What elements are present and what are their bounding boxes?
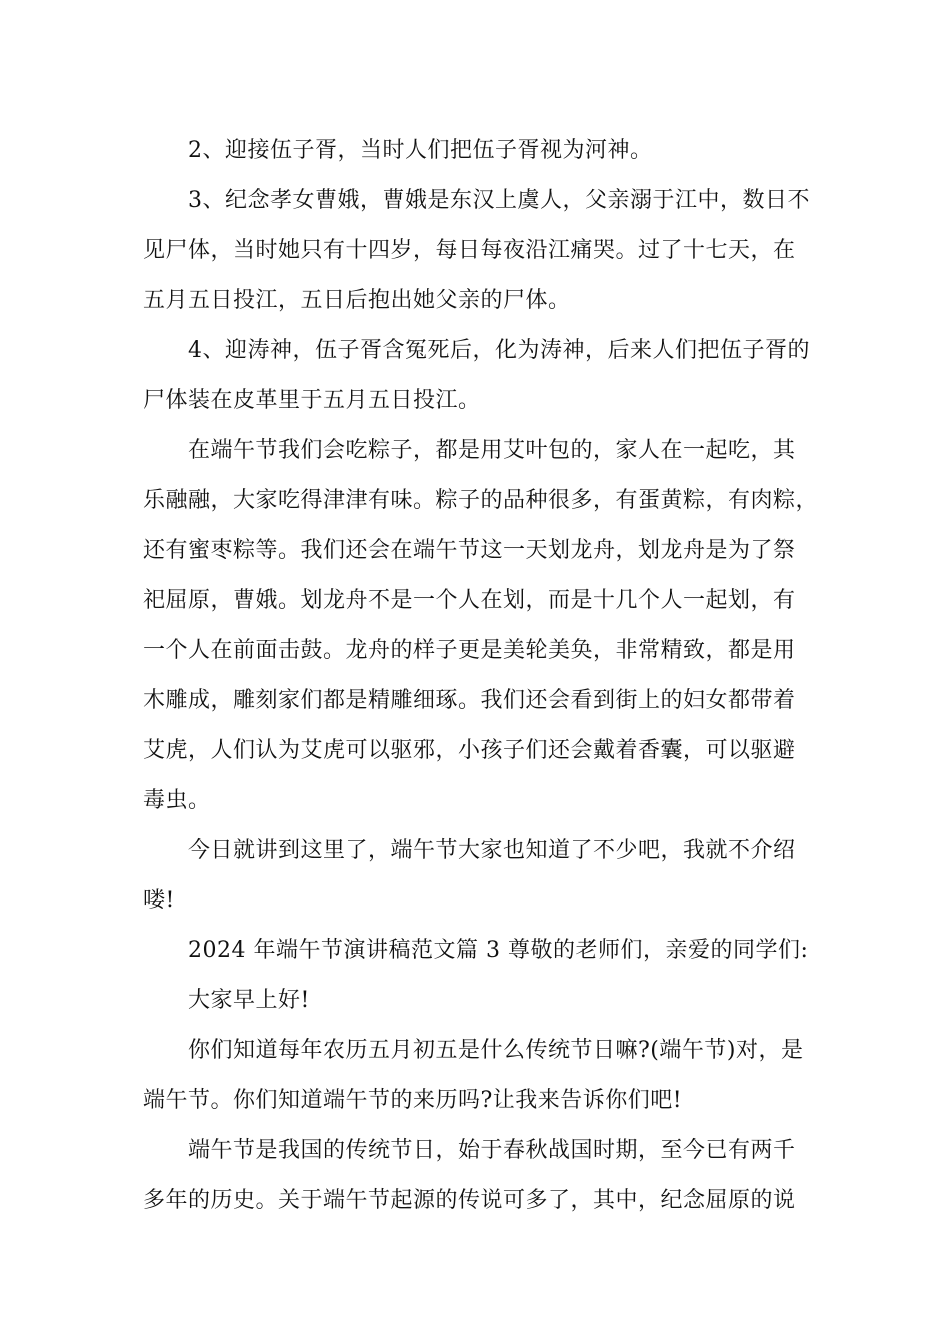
text-line: 2024 年端午节演讲稿范文篇 3 尊敬的老师们，亲爱的同学们: — [188, 938, 809, 963]
text-line: 端午节是我国的传统节日，始于春秋战国时期，至今已有两千 — [188, 1138, 796, 1163]
text-line: 祀屈原，曹娥。划龙舟不是一个人在划，而是十几个人一起划，有 — [143, 588, 796, 613]
text-line: 大家早上好! — [188, 988, 310, 1013]
text-line: 见尸体，当时她只有十四岁，每日每夜沿江痛哭。过了十七天，在 — [143, 238, 796, 263]
text-line: 在端午节我们会吃粽子，都是用艾叶包的，家人在一起吃，其 — [188, 438, 796, 463]
text-line: 毒虫。 — [143, 788, 211, 813]
text-line: 2、迎接伍子胥，当时人们把伍子胥视为河神。 — [188, 138, 653, 163]
text-line: 尸体装在皮革里于五月五日投江。 — [143, 388, 481, 413]
text-line: 喽! — [143, 888, 175, 913]
text-line: 多年的历史。关于端午节起源的传说可多了，其中，纪念屈原的说 — [143, 1188, 796, 1213]
text-line: 乐融融，大家吃得津津有味。粽子的品种很多，有蛋黄粽，有肉粽， — [143, 488, 819, 513]
text-line: 木雕成，雕刻家们都是精雕细琢。我们还会看到街上的妇女都带着 — [143, 688, 796, 713]
text-line: 3、纪念孝女曹娥，曹娥是东汉上虞人，父亲溺于江中，数日不 — [188, 188, 810, 213]
text-line: 一个人在前面击鼓。龙舟的样子更是美轮美奂，非常精致，都是用 — [143, 638, 796, 663]
text-line: 4、迎涛神，伍子胥含冤死后，化为涛神，后来人们把伍子胥的 — [188, 338, 810, 363]
text-line: 艾虎，人们认为艾虎可以驱邪，小孩子们还会戴着香囊，可以驱避 — [143, 738, 796, 763]
text-line: 端午节。你们知道端午节的来历吗?让我来告诉你们吧! — [143, 1088, 683, 1113]
text-line: 还有蜜枣粽等。我们还会在端午节这一天划龙舟，划龙舟是为了祭 — [143, 538, 796, 563]
text-line: 今日就讲到这里了，端午节大家也知道了不少吧，我就不介绍 — [188, 838, 796, 863]
text-line: 你们知道每年农历五月初五是什么传统节日嘛?(端午节)对，是 — [188, 1038, 804, 1063]
text-line: 五月五日投江，五日后抱出她父亲的尸体。 — [143, 288, 571, 313]
